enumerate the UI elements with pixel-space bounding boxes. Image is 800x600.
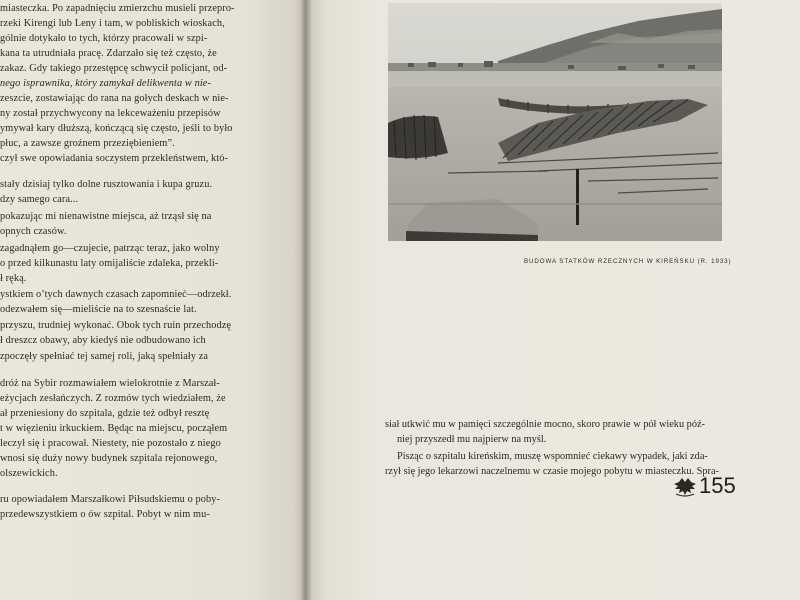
left-text-line: przedewszystkiem o ów szpital. Pobyt w nim mu- xyxy=(0,509,210,520)
right-text-line: Pisząc o szpitalu kireńskim, muszę wspomnieć ciekawy wypadek, jaki zda- xyxy=(397,451,708,462)
left-text-line: miasteczka. Po zapadnięciu zmierzchu musieli przepro- xyxy=(0,3,235,14)
photo-caption: BUDOWA STATKÓW RZECZNYCH W KIREŃSKU (R. 1933) xyxy=(524,258,732,265)
right-text-line: rzył się jego lekarzowi naczelnemu w czasie mojego pobytu w miasteczku. Spra- xyxy=(385,466,719,477)
left-text-line: odezwałem się—mieliście na to szesnaście lat. xyxy=(0,304,197,315)
left-text-line: zagadnąłem go—czujecie, patrząc teraz, jako wolny xyxy=(0,243,220,254)
left-text-line: ał przeniesiony do szpitala, gdzie też odbył resztę xyxy=(0,408,210,419)
left-text-line: czył swe opowiadania soczystem przekleństwem, któ- xyxy=(0,153,229,164)
left-text-line: leczył się i pracował. Niestety, nie pozostało z niego xyxy=(0,438,221,449)
left-text-line: ny został przychwycony na lekceważeniu przepisów xyxy=(0,108,221,119)
shipyard-photo-drawing xyxy=(388,3,722,241)
left-text-line: o przed kilkunastu laty omijaliście zdaleka, przekli- xyxy=(0,258,219,269)
left-text-line: ł ręką. xyxy=(0,273,27,284)
left-text-line: gólnie dotykało to tych, którzy pracowali w szpi- xyxy=(0,33,208,44)
page-number: 155 xyxy=(699,473,736,498)
left-text-line: ymywał kary dłuższą, kończącą się często, jeśli to było xyxy=(0,123,233,134)
shipyard-photo xyxy=(388,3,722,241)
left-text-line: nego isprawnika, który zamykał delikwenta w nie- xyxy=(0,78,211,89)
left-text-line: t w więzieniu irkuckiem. Będąc na miejscu, począłem xyxy=(0,423,228,434)
left-text-line: ystkiem o’tych dawnych czasach zapomnieć—odrzekł. xyxy=(0,289,232,300)
right-text-line: siał utkwić mu w pamięci szczególnie mocno, skoro prawie w pół wieku póź- xyxy=(385,419,705,430)
left-text-line: ł dreszcz obawy, aby kiedyś nie odbudowano ich xyxy=(0,335,206,346)
left-text-line: płuc, a zawsze groźnem przeziębieniem”. xyxy=(0,138,175,149)
left-text-line: eżycjach zesłańczych. Z rozmów tych wiedziałem, że xyxy=(0,393,226,404)
left-text-line: dróż na Sybir rozmawiałem wielokrotnie z Marszał- xyxy=(0,378,220,389)
left-text-line: rzeki Kirengi lub Leny i tam, w pobliskich wioskach, xyxy=(0,18,225,29)
left-text-line: olszewickich. xyxy=(0,468,58,479)
left-text-line: kana ta utrudniała pracę. Zdarzało się też często, że xyxy=(0,48,217,59)
left-text-line: przyszu, trudniej wykonać. Obok tych ruin przechodzę xyxy=(0,320,232,331)
left-text-line: zeszcie, zostawiając do rana na gołych deskach w nie- xyxy=(0,93,229,104)
left-text-line: zakaz. Gdy takiego przestępcę schwycił policjant, od- xyxy=(0,63,228,74)
left-text-line: opnych czasów. xyxy=(0,226,67,237)
eagle-ornament-icon xyxy=(672,474,698,498)
left-text-line: ru opowiadałem Marszałkowi Piłsudskiemu o poby- xyxy=(0,494,221,505)
left-text-line: zpoczęły spełniać tej samej roli, jaką spełniały za xyxy=(0,351,209,362)
left-text-line: pokazując mi nienawistne miejsca, aż trząsł się na xyxy=(0,211,212,222)
right-text-line: niej przyszedł mu najpierw na myśl. xyxy=(397,434,547,445)
left-text-line: stały dzisiaj tylko dolne rusztowania i kupa gruzu. xyxy=(0,179,213,190)
left-text-line: dzy samego cara... xyxy=(0,194,79,205)
book-gutter xyxy=(300,0,312,600)
left-page xyxy=(0,0,306,600)
left-text-line: wnosi się duży nowy budynek szpitala rejonowego, xyxy=(0,453,218,464)
